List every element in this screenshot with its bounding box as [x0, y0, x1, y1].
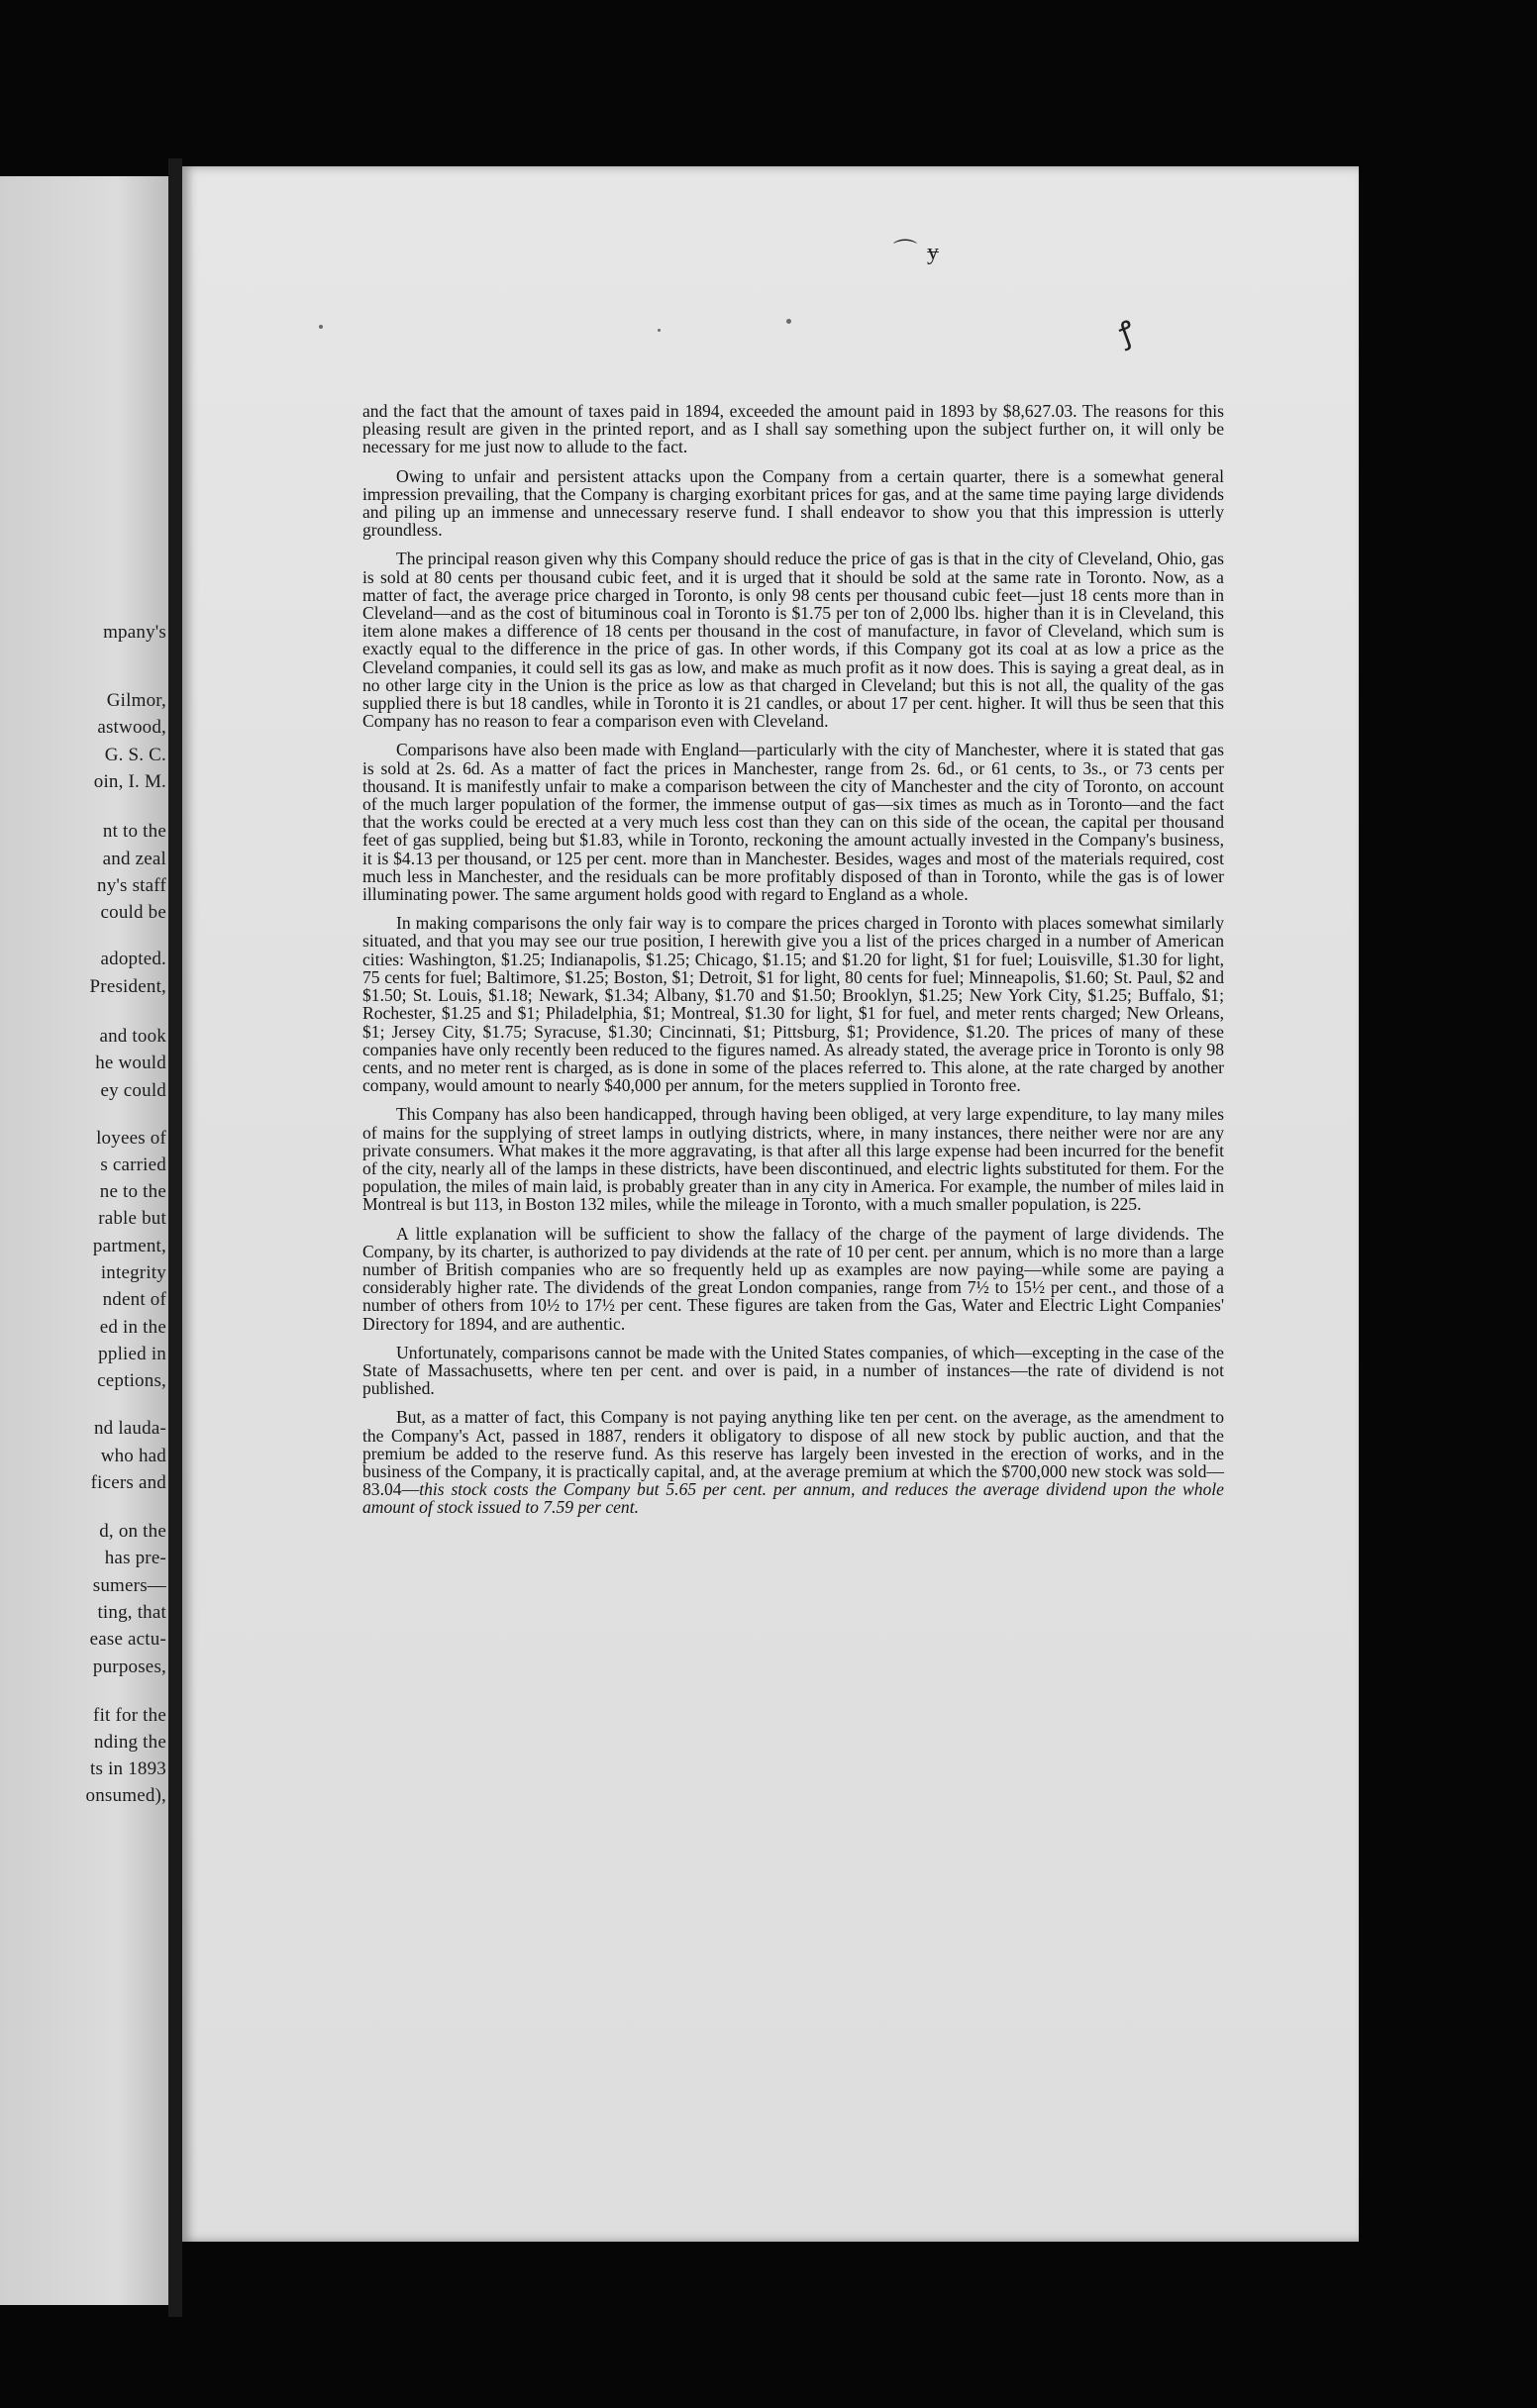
left-page-line-fragment: and zeal [102, 849, 166, 869]
left-page-line-fragment: ting, that [97, 1602, 166, 1623]
left-page-line-fragment: ts in 1893 [90, 1758, 166, 1779]
paragraph [362, 1105, 1224, 1213]
paragraph-text: The principal reason given why this Company should reduce the price of gas is that in the city of Cleveland, Ohio, gas is sold at 80 cents per thousand cubic feet, and it is urged that it should be sold at the same rate in Toronto. Now, as a matter of fact, the average price charged in Toronto, is only 98 cents per thousand cubic feet—just 18 cents more than in Cleveland—and as the cost of bituminous coal in Toronto is $1.75 per ton of 2,000 lbs. higher than it is in Cleveland, this item alone makes a difference of 18 cents per thousand in the cost of manufacture, in favor of Cleveland, which sum is exactly equal to the difference in the price of gas. In other words, if this Company got its coal at as low a price as the Cleveland companies, it could sell its gas as low, and make as much profit as it now does. This is saying a great deal, as in no other large city in the Union is the price as low as that charged in Cleveland; but this is not all, the quality of the gas supplied there is but 18 candles, while in Toronto it is 21 candles, or about 17 per cent. higher. It will thus be seen that this Company has no reason to fear a comparison even with Cleveland. [362, 549, 1224, 732]
left-page-line-fragment: sumers— [92, 1575, 166, 1596]
paragraph-text: and the fact that the amount of taxes paid in 1894, exceeded the amount paid in 1893 by $8,627.03. The reasons for this pleasing result are given in the printed report, and as I shall say something upon the subject further on, it will only be necessary for me just now to allude to the fact. [362, 401, 1224, 457]
paragraph-text: Unfortunately, comparisons cannot be made with the United States companies, of which—excepting in the case of the State of Massachusetts, where ten per cent. and over is paid, in a number of instances—the rate of dividend is not published. [362, 1342, 1224, 1399]
left-page-line-fragment: nd lauda- [93, 1418, 166, 1439]
left-page-line-fragment: oin, I. M. [93, 771, 166, 792]
left-page-line-fragment: Gilmor, [106, 690, 166, 711]
left-page-line-fragment: has pre- [104, 1548, 166, 1568]
paragraph-text: In making comparisons the only fair way is to compare the prices charged in Toronto with places somewhat similarly situated, and that you may see our true position, I herewith give you a list of the prices charged in a number of American cities: Washington, $1.25; Indianapolis, $1.25; Chicago, $1.15; and $1.20 for light, $1 for fuel; Louisville, $1.30 for light, 75 cents for fuel; Baltimore, $1.25; Boston, $1; Detroit, $1 for light, 80 cents for fuel; Minneapolis, $1.60; St. Paul, $2 and $1.50; St. Louis, $1.18; Newark, $1.34; Albany, $1.70 and $1.50; Brooklyn, $1.25; New York City, $1.25; Buffalo, $1; Rochester, $1.25 and $1; Philadelphia, $1; Montreal, $1.30 for light, $1 for fuel, and meter rents charged; New Orleans, $1; Jersey City, $1.75; Syracuse, $1.30; Cincinnati, $1; Pittsburg, $1; Providence, $1.20. The prices of many of these companies have only recently been reduced to the figures named. As already stated, the average price in Toronto is only 98 cents, and no meter rent is charged, as is done in some of the places referred to. This alone, at the rate charged by another company, would amount to nearly $40,000 per annum, for the meters supplied in Toronto free. [362, 913, 1224, 1096]
speck [786, 319, 791, 324]
left-page-line-fragment: President, [89, 976, 166, 997]
left-page-line-fragment: ndent of [102, 1289, 166, 1310]
left-page-line-fragment: nding the [93, 1732, 166, 1753]
left-page-line-fragment: who had [100, 1446, 166, 1466]
left-page-line-fragment: integrity [100, 1262, 166, 1283]
paragraph [362, 467, 1224, 540]
left-page-line-fragment: ey could [100, 1080, 166, 1101]
left-page-line-fragment: mpany's [103, 622, 166, 643]
pencil-mark: ꝭ [1114, 315, 1140, 351]
paragraph-text: This Company has also been handicapped, through having been obliged, at very large expenditure, to lay many miles of mains for the supplying of street lamps in outlying districts, where, in many instances, there neither were nor are any private consumers. What makes it the more aggravating, is that after all this large expense had been incurred for the benefit of the city, nearly all of the lamps in these districts, have been discontinued, and electric lights substituted for them. For the population, the miles of main laid, is probably greater than in any city in America. For example, the number of miles laid in Montreal is but 113, in Boston 132 miles, while the mileage in Toronto, with a much smaller population, is 225. [362, 1104, 1224, 1215]
left-page-line-fragment: adopted. [100, 949, 166, 969]
left-page-line-fragment: ed in the [99, 1317, 166, 1338]
left-page-line-fragment: and took [99, 1026, 166, 1047]
paragraph [362, 402, 1224, 456]
ink-mark: ɏ [927, 240, 939, 265]
left-page-line-fragment: ny's staff [97, 875, 166, 896]
left-page-edge [0, 176, 168, 2305]
left-page-line-fragment: ficers and [90, 1472, 166, 1493]
left-page-line-fragment: could be [100, 902, 166, 923]
paragraph-text: Comparisons have also been made with England—particularly with the city of Manchester, where it is stated that gas is sold at 2s. 6d. As a matter of fact the prices in Manchester, range from 2s. 6d., or 61 cents, to 3s., or 73 cents per thousand. It is manifestly unfair to make a comparison between the city of Manchester and the city of Toronto, on account of the much larger population of the former, the immense output of gas—six times as much as in Toronto—and the fact that the works could be erected at a very much less cost than they can on this side of the ocean, the capital per thousand feet of gas supplied, being but $1.83, while in Toronto, reckoning the amount actually invested in the Company's business, it is $4.13 per thousand, or 125 per cent. more than in Manchester. Besides, wages and most of the materials required, cost much less in Manchester, and the residuals can be more profitably disposed of than in Toronto, while the gas is of lower illuminating power. The same argument holds good with regard to England as a whole. [362, 740, 1224, 905]
paragraph [362, 1225, 1224, 1333]
book-gutter [168, 158, 182, 2317]
paragraph-text: A little explanation will be sufficient to show the fallacy of the charge of the payment of large dividends. The Company, by its charter, is authorized to pay dividends at the rate of 10 per cent. per annum, which is no more than a large number of British companies who are so frequently held up as examples are now paying—while some are paying a considerably higher rate. The dividends of the great London companies, range from 7½ to 15½ per cent., and those of a number of others from 10½ to 17½ per cent. These figures are taken from the Gas, Water and Electric Light Companies' Directory for 1894, and are authentic. [362, 1223, 1224, 1334]
paragraph-text: Owing to unfair and persistent attacks upon the Company from a certain quarter, there is a somewhat general impression prevailing, that the Company is charging exorbitant prices for gas, and at the same time paying large dividends and piling up an immense and unnecessary reserve fund. I shall endeavor to show you that this impression is utterly groundless. [362, 465, 1224, 541]
left-page-line-fragment: ne to the [99, 1181, 166, 1202]
left-page-line-fragment: ceptions, [97, 1370, 166, 1391]
left-page-line-fragment: d, on the [99, 1521, 166, 1542]
left-page-line-fragment: partment, [92, 1236, 166, 1256]
paragraph [362, 741, 1224, 903]
left-page-line-fragment: he would [95, 1053, 166, 1073]
right-page [182, 166, 1359, 2242]
left-page-line-fragment: pplied in [98, 1344, 166, 1364]
left-page-line-fragment: rable but [98, 1208, 166, 1229]
left-page-line-fragment: astwood, [97, 717, 166, 738]
left-page-line-fragment: onsumed), [85, 1785, 166, 1806]
speck [319, 325, 323, 329]
italic-conclusion: this stock costs the Company but 5.65 per cent. per annum, and reduces the average dividend upon the whole amount of stock issued to 7.59 per cent. [362, 1479, 1224, 1518]
paragraph [362, 550, 1224, 730]
left-page-line-fragment: G. S. C. [104, 745, 166, 765]
left-page-line-fragment: s carried [100, 1154, 166, 1175]
paragraph [362, 1344, 1224, 1398]
paragraph [362, 914, 1224, 1094]
left-page-line-fragment: purposes, [92, 1656, 166, 1677]
body-text [362, 402, 1224, 1528]
paragraph-text: But, as a matter of fact, this Company is not paying anything like ten per cent. on the average, as the amendment to the Company's Act, passed in 1887, renders it obligatory to dispose of all new stock by public auction, and that the premium be added to the reserve fund. As this reserve has largely been invested in the erection of works, and in the business of the Company, it is practically capital, and, at the average premium at which the $700,000 new stock was sold—83.04— [362, 1407, 1224, 1500]
speck [658, 329, 661, 332]
left-page-line-fragment: ease actu- [89, 1629, 166, 1650]
left-page-line-fragment: loyees of [96, 1128, 166, 1149]
left-page-line-fragment: nt to the [102, 821, 166, 842]
pencil-mark: ⌒ [893, 240, 917, 265]
left-page-line-fragment: fit for the [93, 1705, 166, 1726]
paragraph [362, 1408, 1224, 1516]
